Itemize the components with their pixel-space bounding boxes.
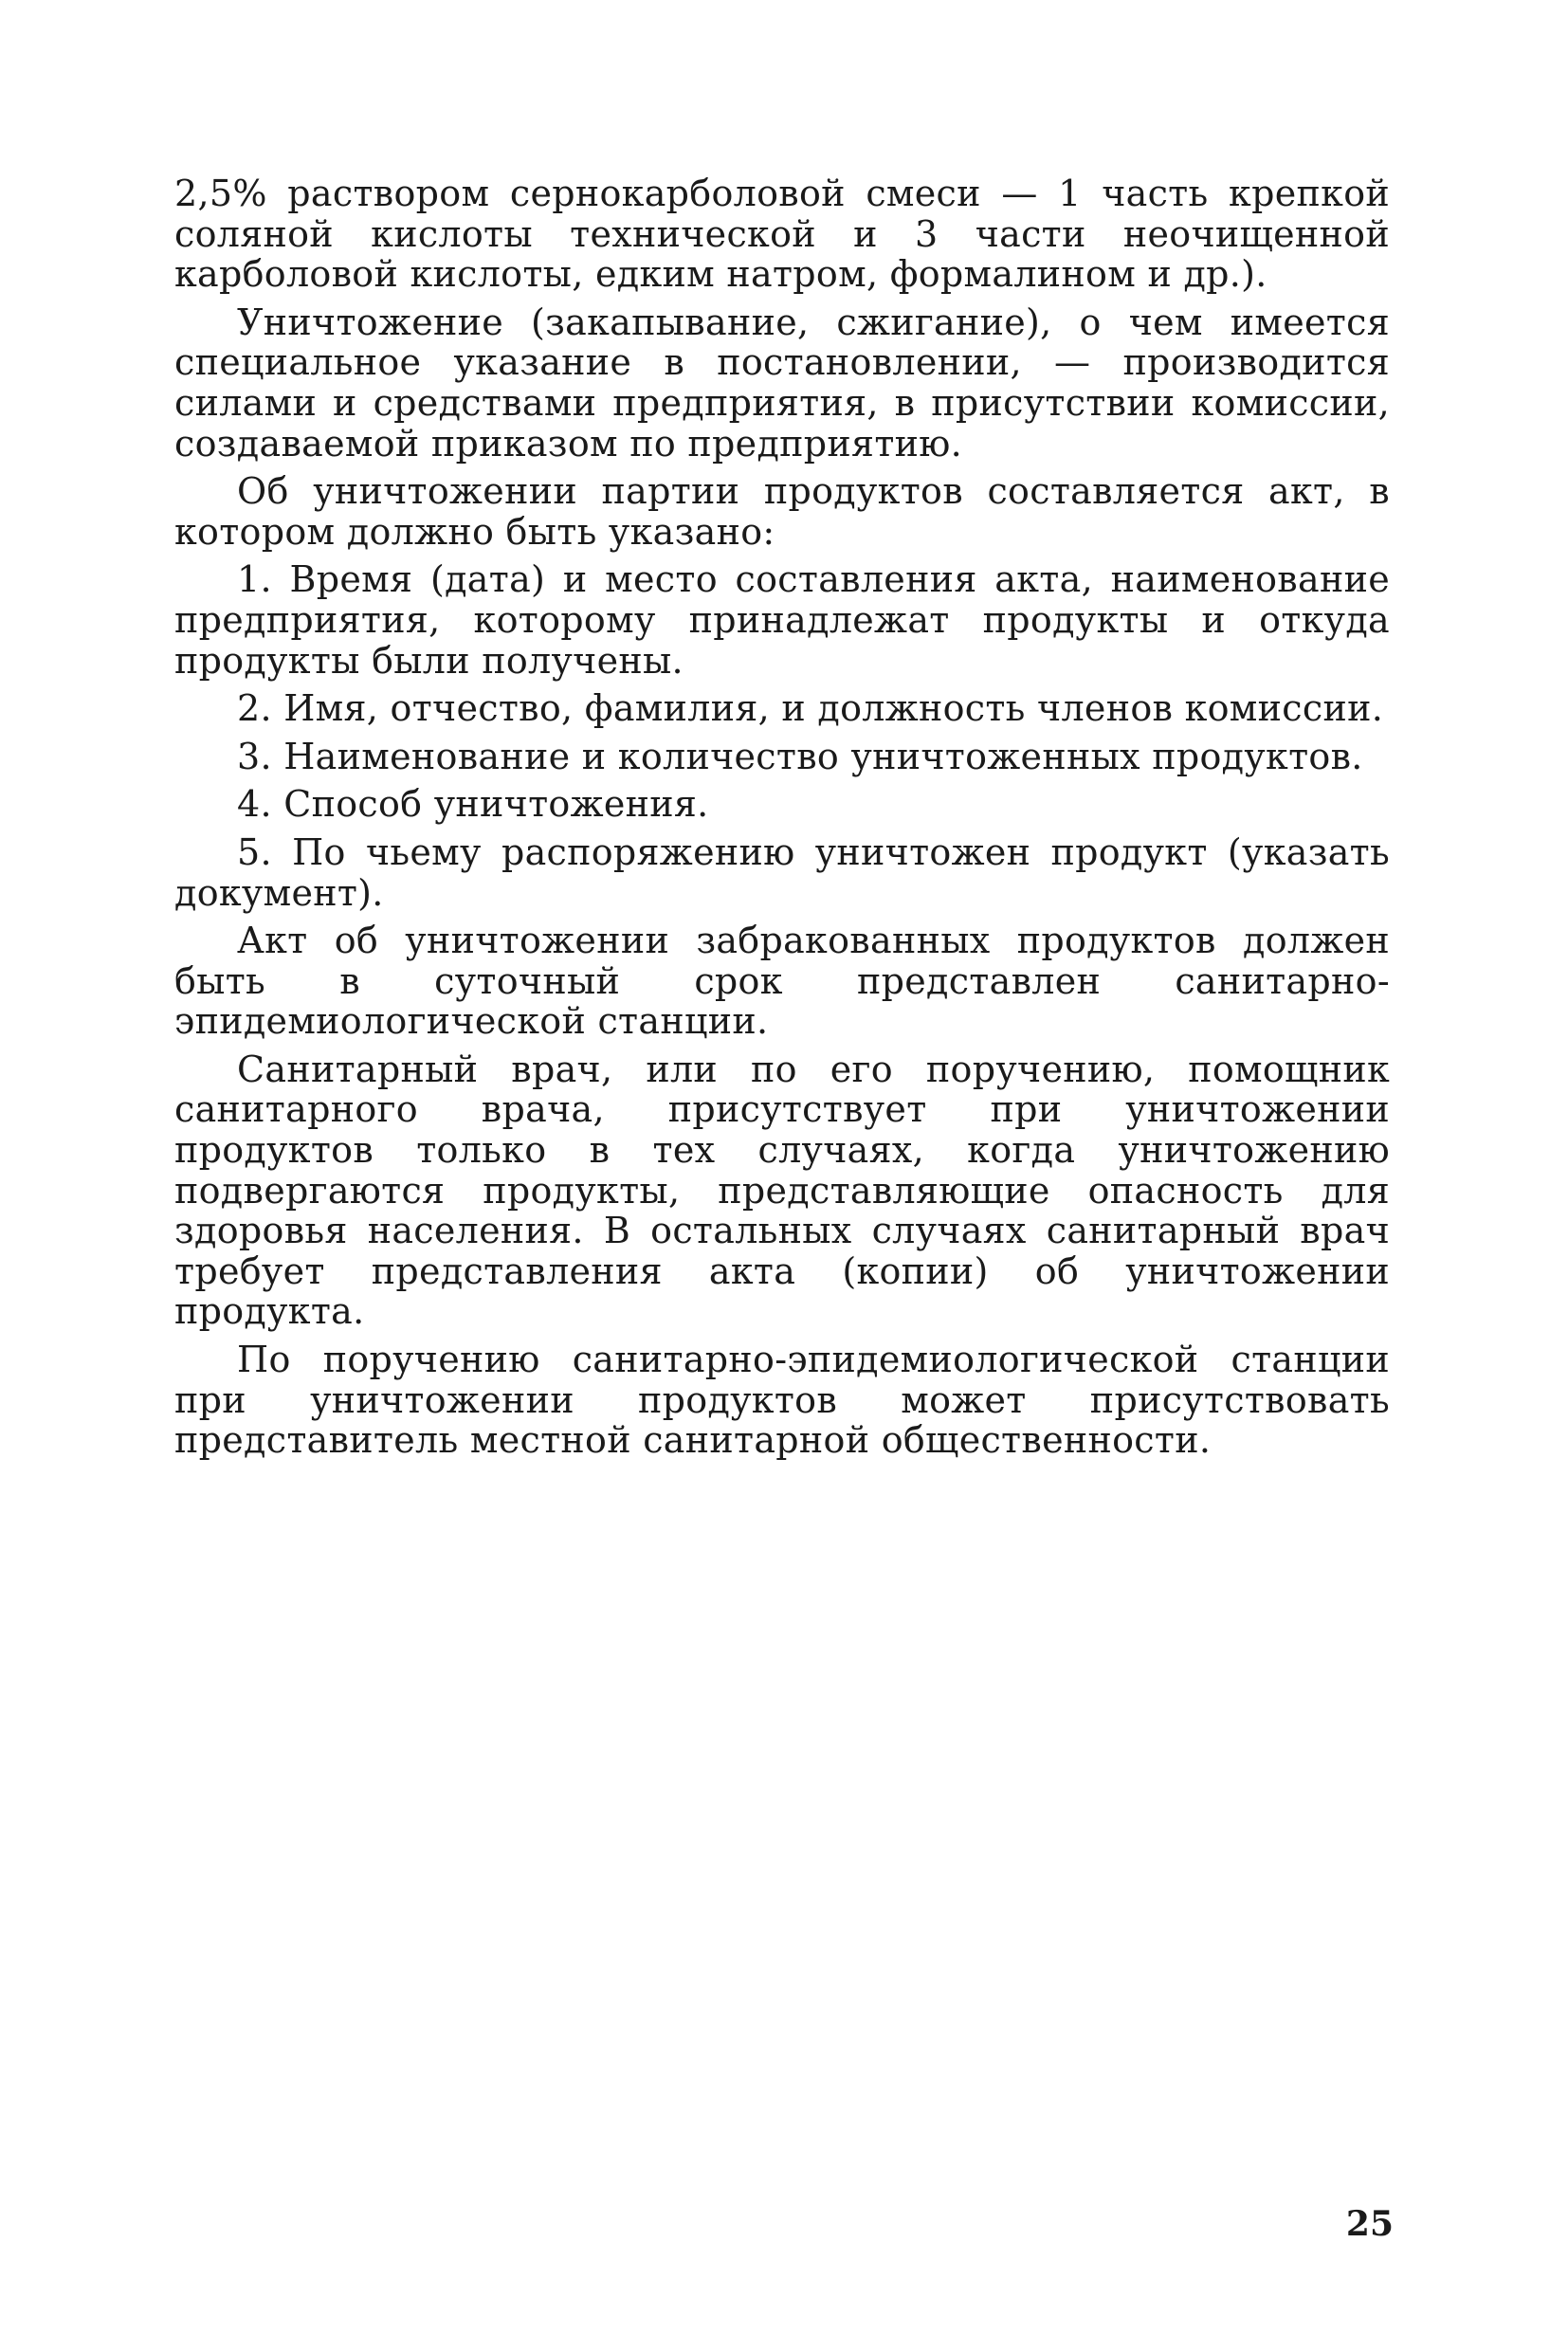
- paragraph-act-submission: Акт об уничтожении забракованных продуктов должен быть в суточный срок представлен санитарно-эпидемиологической станции.: [174, 920, 1390, 1043]
- paragraph-destruction: Уничтожение (закапывание, сжигание), о чем имеется специальное указание в постановлении, — производится силами и средствами предприятия, в присутствии комиссии, создаваемой приказом по предприятию.: [174, 301, 1390, 465]
- page-number: 25: [1345, 2204, 1394, 2244]
- paragraph-act-intro: Об уничтожении партии продуктов составляется акт, в котором должно быть указано:: [174, 470, 1390, 553]
- list-item-5: 5. По чьему распоряжению уничтожен продукт (указать документ).: [174, 830, 1390, 914]
- list-item-3: 3. Наименование и количество уничтоженных продуктов.: [237, 735, 1363, 777]
- paragraph-public-representative: По поручению санитарно-эпидемиологической станции при уничтожении продуктов может присутствовать представитель местной санитарной общественности.: [174, 1339, 1390, 1462]
- list-item-4: 4. Способ уничтожения.: [237, 783, 709, 826]
- list-item-2: 2. Имя, отчество, фамилия, и должность членов комиссии.: [237, 687, 1384, 730]
- body-text: [174, 173, 1390, 1468]
- paragraph-disinfection: 2,5% раствором сернокарболовой смеси — 1 часть крепкой соляной кислоты технической и 3 части неочищенной карболовой кислоты, едким натром, формалином и др.).: [174, 173, 1390, 296]
- paragraph-sanitary-doctor: Санитарный врач, или по его поручению, помощник санитарного врача, присутствует при уничтожении продуктов только в тех случаях, когда уничтожению подвергаются продукты, представляющие опасность для здоровья населения. В остальных случаях санитарный врач требует представления акта (копии) об уничтожении продукта.: [174, 1048, 1390, 1333]
- list-item-1: 1. Время (дата) и место составления акта, наименование предприятия, которому принадлежат продукты и откуда продукты были получены.: [174, 558, 1390, 682]
